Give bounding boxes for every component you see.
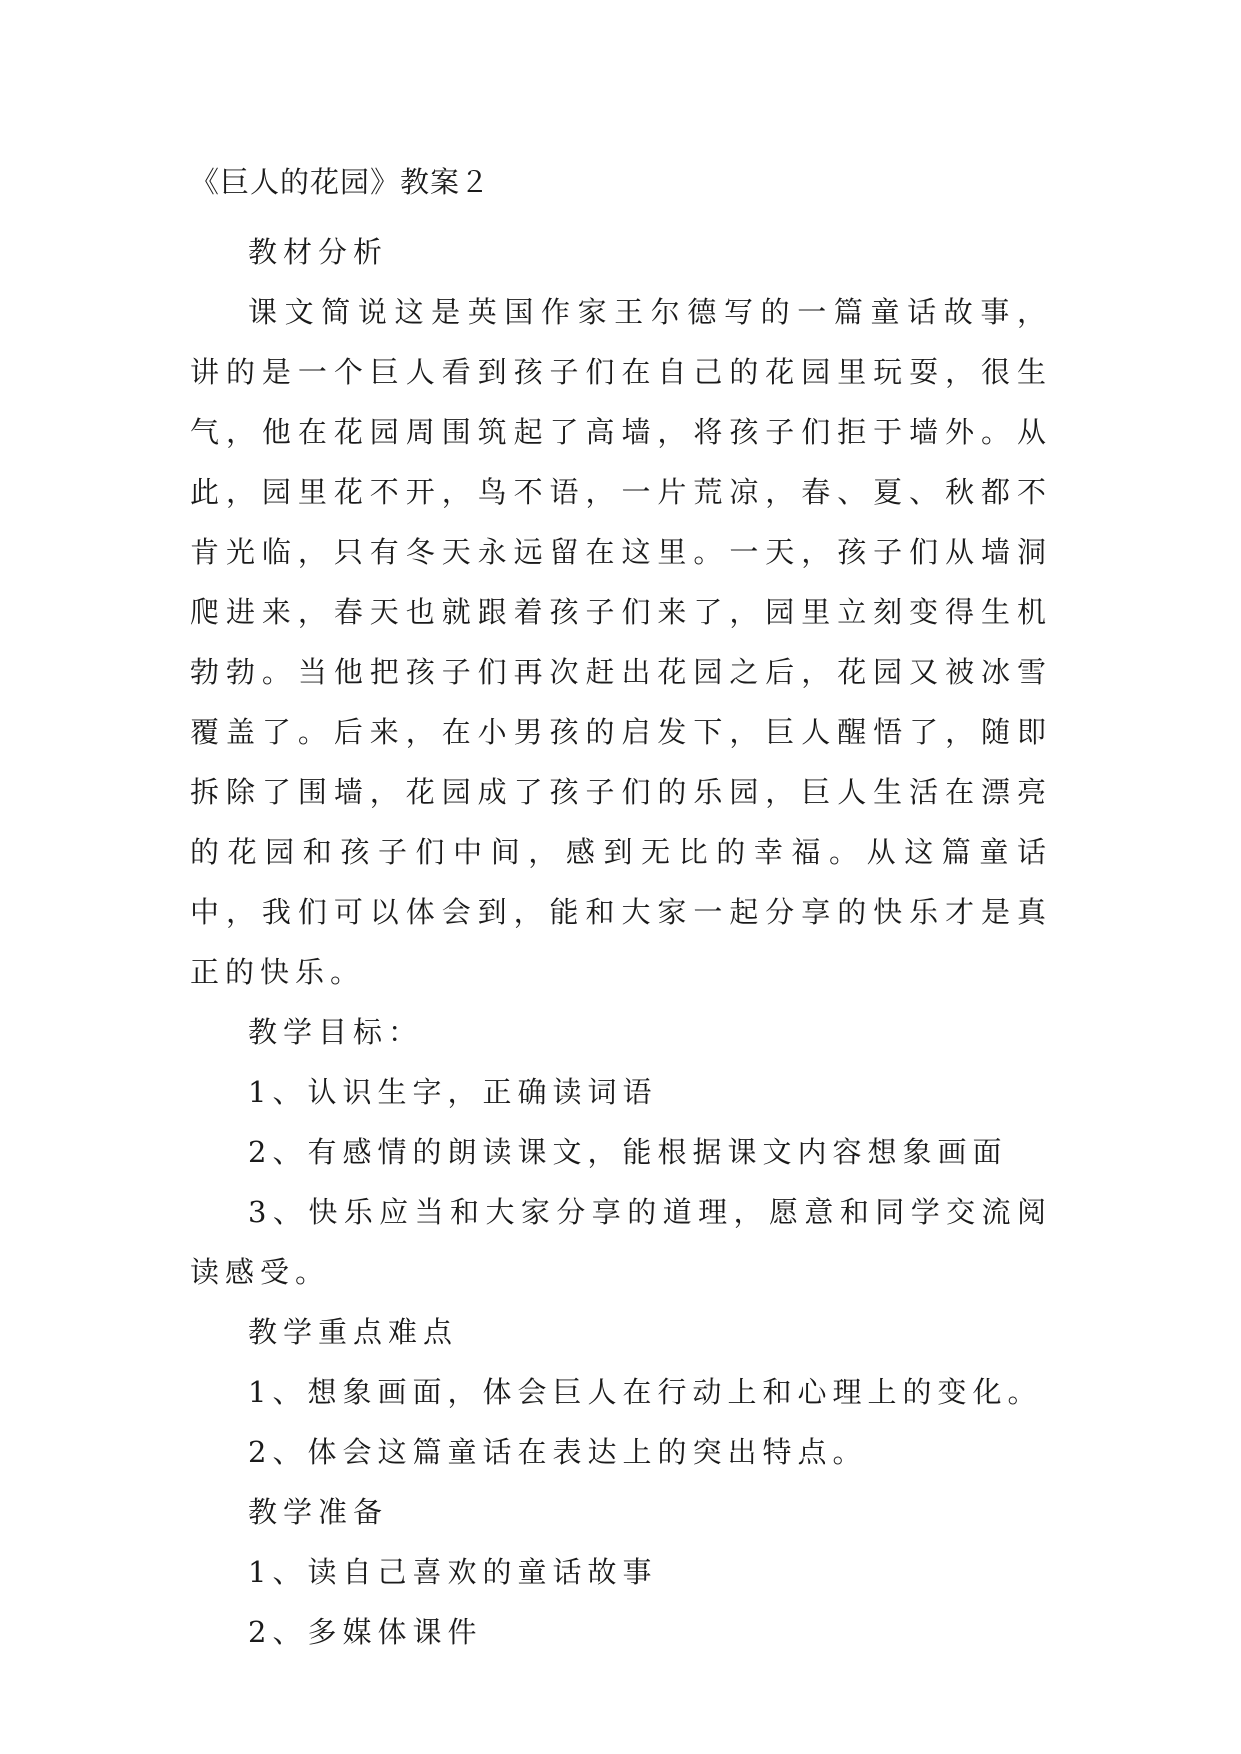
document-title: 《巨人的花园》教案２	[190, 165, 491, 199]
preparation-item-1: 1、读自己喜欢的童话故事	[248, 1555, 658, 1589]
objective-item-2: 2、有感情的朗读课文，能根据课文内容想象画面	[248, 1135, 1008, 1169]
heading-preparation: 教学准备	[248, 1495, 389, 1529]
key-point-item-1: 1、想象画面，体会巨人在行动上和心理上的变化。	[248, 1375, 1043, 1409]
paragraph-text-summary: 课文简说这是英国作家王尔德写的一篇童话故事，讲的是一个巨人看到孩子们在自己的花园里玩耍，很生气，他在花园周围筑起了高墙，将孩子们拒于墙外。从此，园里花不开，鸟不语，一片荒凉，春、夏、秋都不肯光临，只有冬天永远留在这里。一天，孩子们从墙洞爬进来，春天也就跟着孩子们来了，园里立刻变得生机勃勃。当他把孩子们再次赶出花园之后，花园又被冰雪覆盖了。后来，在小男孩的启发下，巨人醒悟了，随即拆除了围墙，花园成了孩子们的乐园，巨人生活在漂亮的花园和孩子们中间，感到无比的幸福。从这篇童话中，我们可以体会到，能和大家一起分享的快乐才是真正的快乐。	[190, 295, 1052, 989]
heading-key-points: 教学重点难点	[248, 1315, 459, 1349]
preparation-item-2: 2、多媒体课件	[248, 1615, 483, 1649]
heading-textbook-analysis: 教材分析	[248, 235, 389, 269]
heading-teaching-objectives: 教学目标：	[248, 1015, 424, 1049]
key-point-item-2: 2、体会这篇童话在表达上的突出特点。	[248, 1435, 868, 1469]
objective-item-1: 1、认识生字，正确读词语	[248, 1075, 658, 1109]
objective-item-3: 3、快乐应当和大家分享的道理，愿意和同学交流阅读感受。	[190, 1195, 1052, 1289]
document-body	[190, 222, 1052, 1662]
